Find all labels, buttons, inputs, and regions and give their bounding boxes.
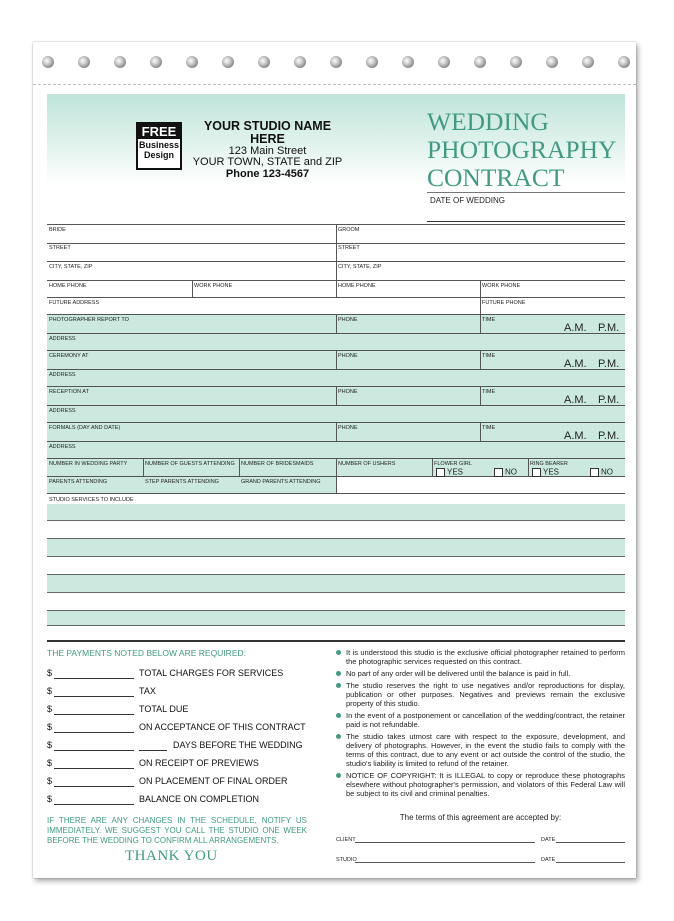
studio-city: YOUR TOWN, STATE and ZIP [192, 156, 343, 168]
bridesmaids-label: NUMBER OF BRIDESMAIDS [241, 461, 314, 467]
bullet-icon [336, 671, 341, 676]
dollar-sign: $ [47, 704, 53, 714]
days-line[interactable] [139, 750, 167, 751]
payment-row-final-order[interactable] [47, 776, 317, 788]
form-row [47, 351, 625, 370]
dollar-sign: $ [47, 686, 53, 696]
future-phone-field[interactable] [480, 298, 625, 314]
groom-label: GROOM [338, 227, 360, 233]
groom-street-field[interactable] [336, 243, 625, 261]
time-label: TIME [482, 353, 496, 359]
formals-field[interactable] [47, 423, 336, 441]
bullet-icon [336, 683, 341, 688]
photographer-phone-field[interactable] [336, 315, 480, 333]
title-line-1: WEDDING [427, 107, 549, 136]
agreement-statement: The terms of this agreement are accepted by: [399, 813, 562, 822]
amount-line[interactable] [54, 750, 134, 751]
services-line[interactable] [47, 611, 625, 626]
photographer-time-field[interactable] [480, 315, 625, 333]
binder-hole [42, 56, 54, 68]
formals-phone-field[interactable] [336, 423, 480, 441]
binder-hole [150, 56, 162, 68]
term-text: No part of any order will be delivered until the balance is paid in full. [346, 669, 571, 678]
form-row [47, 459, 625, 477]
logo-business-design-text: Business Design [138, 140, 180, 160]
form-row [47, 370, 625, 387]
form-row [47, 243, 625, 262]
ushers-count-field[interactable] [336, 459, 432, 476]
binder-hole [330, 56, 342, 68]
reception-time-field[interactable] [480, 387, 625, 405]
services-line[interactable] [47, 504, 625, 521]
binder-hole [582, 56, 594, 68]
divider [336, 477, 337, 493]
address-label: ADDRESS [49, 372, 76, 378]
yes-label: YES [543, 467, 560, 477]
parents-attending-field[interactable] [47, 477, 143, 493]
binder-hole [402, 56, 414, 68]
street-label: STREET [338, 245, 360, 251]
term-text: It is understood this studio is the exclusive official photographer retained to perform the photographic services requested on this contract. [346, 648, 625, 666]
ring-bearer-no-option[interactable] [590, 468, 613, 477]
groom-field[interactable] [336, 225, 625, 243]
time-label: TIME [482, 425, 496, 431]
term-item [336, 771, 625, 798]
formals-time-field[interactable] [480, 423, 625, 441]
reception-label: RECEPTION AT [49, 389, 89, 395]
payment-label: DAYS BEFORE THE WEDDING [173, 740, 303, 750]
amount-line[interactable] [54, 786, 134, 787]
title-line-2: PHOTOGRAPHY [427, 135, 617, 164]
formals-address-field[interactable] [47, 442, 625, 458]
time-label: TIME [482, 317, 496, 323]
term-item [336, 669, 625, 678]
dollar-sign: $ [47, 722, 53, 732]
term-text: The studio reserves the right to use negatives and/or reproductions for display, publication or other purposes. Negatives and previews remain the exclusive property of this studio. [346, 681, 625, 708]
amount-line[interactable] [54, 768, 134, 769]
flower-girl-label: FLOWER GIRL [434, 461, 472, 467]
binder-hole [114, 56, 126, 68]
services-line[interactable] [47, 575, 625, 593]
am-label: A.M. [564, 394, 587, 406]
future-address-field[interactable] [47, 298, 480, 314]
phone-label: PHONE [338, 389, 358, 395]
studio-street: 123 Main Street [228, 145, 307, 157]
checkbox-icon[interactable] [590, 468, 599, 477]
bullet-icon [336, 734, 341, 739]
city-label: CITY, STATE, ZIP [49, 264, 93, 270]
groom-city-field[interactable] [336, 262, 625, 280]
bullet-icon [336, 650, 341, 655]
payment-row-days-before[interactable] [47, 740, 317, 752]
bullet-icon [336, 713, 341, 718]
binder-hole [438, 56, 450, 68]
step-parents-label: STEP PARENTS ATTENDING [145, 479, 219, 485]
studio-label: STUDIO [336, 857, 357, 863]
payment-row-balance[interactable] [47, 794, 317, 806]
am-label: A.M. [564, 430, 587, 442]
amount-line[interactable] [54, 696, 134, 697]
payment-label: ON PLACEMENT OF FINAL ORDER [139, 776, 288, 786]
title-line-3: CONTRACT [427, 163, 565, 192]
parents-label: PARENTS ATTENDING [49, 479, 108, 485]
binder-hole [186, 56, 198, 68]
bride-home-phone-field[interactable] [47, 281, 192, 297]
binder-hole [474, 56, 486, 68]
binder-hole [618, 56, 630, 68]
guests-label: NUMBER OF GUESTS ATTENDING [145, 461, 235, 467]
phone-label: PHONE [338, 317, 358, 323]
schedule-change-notice: IF THERE ARE ANY CHANGES IN THE SCHEDULE, NOTIFY US IMMEDIATELY. WE SUGGEST YOU CALL THE STUDIO ONE WEEK BEFORE THE WEDDING TO CONFIRM ALL ARRANGEMENTS. [47, 816, 307, 845]
address-label: ADDRESS [49, 444, 76, 450]
payments-heading: THE PAYMENTS NOTED BELOW ARE REQUIRED: [47, 648, 246, 658]
contract-sheet [33, 42, 636, 878]
form-row [47, 423, 625, 442]
date-of-wedding-label: DATE OF WEDDING [430, 196, 505, 205]
am-label: A.M. [564, 358, 587, 370]
form-row [47, 387, 625, 406]
grand-parents-field[interactable] [239, 477, 336, 493]
pm-label: P.M. [598, 322, 620, 334]
form-row [47, 224, 625, 244]
guests-count-field[interactable] [143, 459, 239, 476]
term-item [336, 681, 625, 708]
client-label: CLIENT [336, 837, 356, 843]
no-label: NO [505, 467, 517, 477]
step-parents-field[interactable] [143, 477, 239, 493]
payment-label: TAX [139, 686, 156, 696]
wedding-party-label: NUMBER IN WEDDING PARTY [49, 461, 128, 467]
checkbox-icon[interactable] [494, 468, 503, 477]
client-date-line[interactable] [556, 842, 625, 843]
client-date-label: DATE [541, 837, 556, 843]
payment-row-tax[interactable] [47, 686, 317, 698]
amount-line[interactable] [54, 714, 134, 715]
section-divider [47, 640, 625, 642]
payment-label: TOTAL DUE [139, 704, 189, 714]
pm-label: P.M. [598, 358, 620, 370]
ceremony-time-field[interactable] [480, 351, 625, 369]
dollar-sign: $ [47, 668, 53, 678]
yes-label: YES [447, 467, 464, 477]
services-line[interactable] [47, 521, 625, 539]
pm-label: P.M. [598, 430, 620, 442]
ushers-label: NUMBER OF USHERS [338, 461, 396, 467]
amount-line[interactable] [54, 732, 134, 733]
photographer-address-field[interactable] [47, 334, 625, 350]
phone-label: PHONE [338, 353, 358, 359]
formals-label: FORMALS (DAY AND DATE) [49, 425, 121, 431]
grand-parents-label: GRAND PARENTS ATTENDING [241, 479, 321, 485]
no-label: NO [601, 467, 613, 477]
binder-hole [546, 56, 558, 68]
studio-signature-line[interactable] [355, 862, 535, 863]
bride-field[interactable] [47, 225, 336, 243]
future-address-label: FUTURE ADDRESS [49, 300, 100, 306]
photographer-report-field[interactable] [47, 315, 336, 333]
date-of-wedding-field[interactable] [427, 192, 625, 222]
future-phone-label: FUTURE PHONE [482, 300, 526, 306]
photographer-report-label: PHOTOGRAPHER REPORT TO [49, 317, 129, 323]
binder-hole [258, 56, 270, 68]
bride-city-field[interactable] [47, 262, 336, 280]
groom-work-phone-field[interactable] [480, 281, 625, 297]
am-label: A.M. [564, 322, 587, 334]
form-row [47, 262, 625, 281]
payment-row-previews[interactable] [47, 758, 317, 770]
dollar-sign: $ [47, 758, 53, 768]
payment-row-total-charges[interactable] [47, 668, 317, 680]
client-signature-line[interactable] [355, 842, 535, 843]
amount-line[interactable] [54, 678, 134, 679]
reception-phone-field[interactable] [336, 387, 480, 405]
ring-bearer-yes-option[interactable] [532, 468, 559, 477]
thank-you-text: THANK YOU [125, 848, 218, 864]
checkbox-icon[interactable] [532, 468, 541, 477]
services-line[interactable] [47, 539, 625, 557]
binder-hole [294, 56, 306, 68]
terms-list [336, 648, 625, 801]
flower-girl-yes-option[interactable] [436, 468, 463, 477]
form-row [47, 281, 625, 298]
form-row [47, 334, 625, 351]
term-text: In the event of a postponement or cancellation of the wedding/contract, the retainer paid is not refundable. [346, 711, 625, 729]
studio-services-label: STUDIO SERVICES TO INCLUDE [49, 497, 134, 503]
city-label: CITY, STATE, ZIP [338, 264, 382, 270]
bride-label: BRIDE [49, 227, 66, 233]
payment-label: ON ACCEPTANCE OF THIS CONTRACT [139, 722, 306, 732]
term-item [336, 732, 625, 768]
ceremony-label: CEREMONY AT [49, 353, 89, 359]
perforation-line [33, 84, 636, 85]
form-row [47, 442, 625, 459]
studio-date-label: DATE [541, 857, 556, 863]
term-item [336, 711, 625, 729]
checkbox-icon[interactable] [436, 468, 445, 477]
binder-hole [222, 56, 234, 68]
flower-girl-field [432, 459, 528, 476]
bride-street-field[interactable] [47, 243, 336, 261]
bride-work-phone-field[interactable] [192, 281, 336, 297]
studio-name: YOUR STUDIO NAME HERE [203, 119, 332, 146]
studio-phone: Phone 123-4567 [225, 168, 310, 180]
binder-hole [510, 56, 522, 68]
ceremony-field[interactable] [47, 351, 336, 369]
home-phone-label: HOME PHONE [338, 283, 376, 289]
groom-home-phone-field[interactable] [336, 281, 480, 297]
term-item [336, 648, 625, 666]
binder-holes [33, 56, 636, 70]
dollar-sign: $ [47, 776, 53, 786]
form-row [47, 298, 625, 315]
payment-label: BALANCE ON COMPLETION [139, 794, 260, 804]
term-text: NOTICE OF COPYRIGHT: It is ILLEGAL to copy or reproduce these photographs elsewhere without photographer's permission, and violators of this Federal Law will be subject to its civil and criminal penalties. [346, 771, 625, 798]
pm-label: P.M. [598, 394, 620, 406]
form-row [47, 315, 625, 334]
contract-title [427, 108, 627, 192]
work-phone-label: WORK PHONE [482, 283, 521, 289]
address-label: ADDRESS [49, 336, 76, 342]
street-label: STREET [49, 245, 71, 251]
work-phone-label: WORK PHONE [194, 283, 233, 289]
payment-label: ON RECEIPT OF PREVIEWS [139, 758, 259, 768]
phone-label: PHONE [338, 425, 358, 431]
reception-address-field[interactable] [47, 406, 625, 422]
payment-row-acceptance[interactable] [47, 722, 317, 734]
bridesmaids-count-field[interactable] [239, 459, 336, 476]
reception-field[interactable] [47, 387, 336, 405]
address-label: ADDRESS [49, 408, 76, 414]
flower-girl-no-option[interactable] [494, 468, 517, 477]
free-business-design-logo [136, 122, 182, 170]
payment-row-total-due[interactable] [47, 704, 317, 716]
dollar-sign: $ [47, 794, 53, 804]
ceremony-phone-field[interactable] [336, 351, 480, 369]
binder-hole [78, 56, 90, 68]
term-text: The studio takes utmost care with respect to the exposure, development, and delivery of photographs. However, in the event the studio fails to comply with the terms of this contract, due to any event or act outside the control of the studio, the studio's liability is limited to refund of the retainer. [346, 732, 625, 768]
amount-line[interactable] [54, 804, 134, 805]
ring-bearer-label: RING BEARER [530, 461, 568, 467]
ceremony-address-field[interactable] [47, 370, 625, 386]
wedding-party-count-field[interactable] [47, 459, 143, 476]
time-label: TIME [482, 389, 496, 395]
studio-info [185, 120, 350, 180]
home-phone-label: HOME PHONE [49, 283, 87, 289]
form-row [47, 477, 625, 494]
form-row [47, 406, 625, 423]
services-line[interactable] [47, 593, 625, 611]
contract-header [47, 94, 625, 192]
dollar-sign: $ [47, 740, 53, 750]
binder-hole [366, 56, 378, 68]
ring-bearer-field [528, 459, 625, 476]
logo-free-text: FREE [138, 124, 180, 139]
studio-date-line[interactable] [556, 862, 625, 863]
bullet-icon [336, 773, 341, 778]
services-line[interactable] [47, 557, 625, 575]
payment-label: TOTAL CHARGES FOR SERVICES [139, 668, 284, 678]
